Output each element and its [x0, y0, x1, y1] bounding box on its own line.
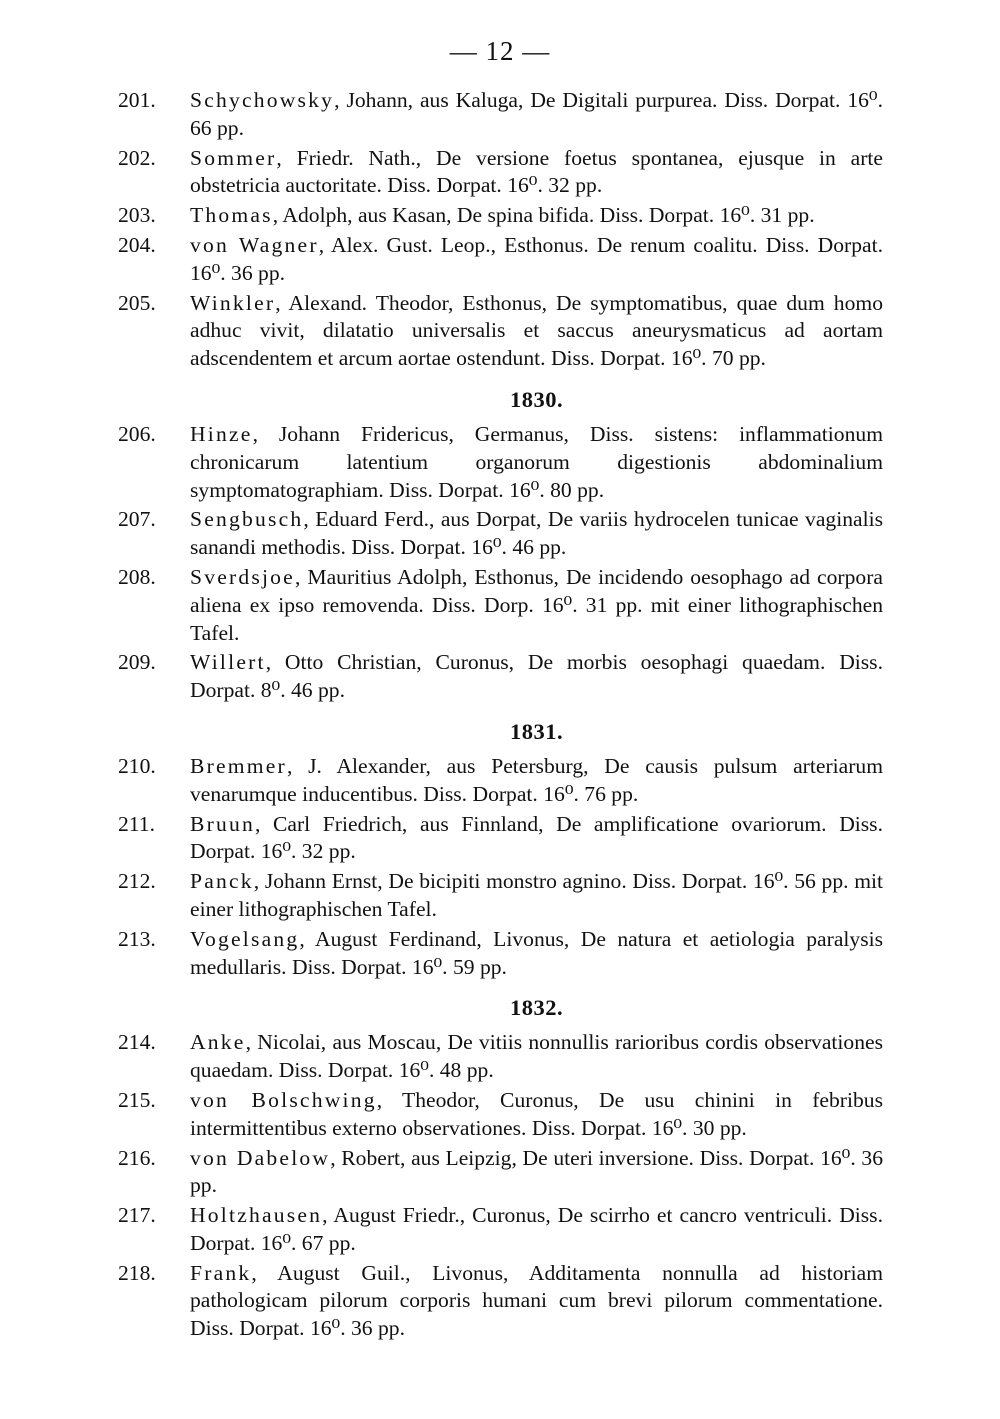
list-item [118, 811, 883, 867]
entry-text: , Otto Christian, Curonus, De morbis oesophagi quaedam. Diss. Dorpat. 8⁰. 46 pp. [190, 650, 883, 703]
list-item [118, 753, 883, 809]
author-name: von Wagner [190, 232, 319, 257]
list-item [118, 1087, 883, 1143]
entry-text: , Eduard Ferd., aus Dorpat, De variis hydrocelen tunicae vaginalis sanandi methodis. Diss. Dorpat. 16⁰. 46 pp. [190, 507, 883, 560]
entry-text: , Adolph, aus Kasan, De spina bifida. Diss. Dorpat. 16⁰. 31 pp. [272, 203, 815, 228]
entry-text: , Theodor, Curonus, De usu chinini in febribus intermittentibus externo observationes. Diss. Dorpat. 16⁰. 30 pp. [190, 1087, 883, 1140]
author-name: Panck [190, 869, 254, 894]
list-item [118, 1202, 883, 1258]
list-item [118, 202, 883, 230]
author-name: Sengbusch [190, 507, 304, 532]
entry-number: 209. [118, 650, 156, 675]
entry-text: , Johann Ernst, De bicipiti monstro agnino. Diss. Dorpat. 16⁰. 56 pp. mit einer lithographischen Tafel. [190, 869, 883, 921]
entry-number: 212. [118, 869, 156, 894]
entry-number: 206. [118, 421, 156, 446]
entries-list [118, 87, 883, 1345]
entry-text: , Johann Fridericus, Germanus, Diss. sistens: inflammationum chronicarum latentium organorum digestionis abdominalium symptomatographiam. Diss. Dorpat. 16⁰. 80 pp. [190, 421, 883, 502]
list-item [118, 1145, 883, 1201]
list-item [118, 232, 883, 288]
author-name: Vogelsang [190, 926, 300, 951]
entry-number: 218. [118, 1260, 156, 1285]
entry-number: 214. [118, 1030, 156, 1055]
list-item [118, 1029, 883, 1085]
entry-number: 213. [118, 926, 156, 951]
list-item [118, 926, 883, 982]
entry-number: 210. [118, 753, 156, 778]
author-name: Willert [190, 650, 266, 675]
author-name: Thomas [190, 203, 273, 228]
entry-number: 207. [118, 507, 156, 532]
list-item [118, 649, 883, 705]
entry-number: 216. [118, 1145, 156, 1170]
page-number: — 12 — [449, 36, 551, 66]
entry-text: , Carl Friedrich, aus Finnland, De amplificatione ovariorum. Diss. Dorpat. 16⁰. 32 pp. [190, 811, 883, 864]
entry-number: 211. [118, 811, 155, 836]
entry-text: , August Friedr., Curonus, De scirrho et cancro ventriculi. Diss. Dorpat. 16⁰. 67 pp. [190, 1203, 883, 1255]
list-item [118, 290, 883, 373]
entry-number: 204. [118, 232, 156, 257]
year-heading: 1830. [509, 386, 564, 412]
entry-number: 201. [118, 88, 156, 112]
entry-text: , August Ferdinand, Livonus, De natura et aetiologia paralysis medullaris. Diss. Dorpat. 16⁰. 59 pp. [190, 926, 883, 979]
list-item [118, 868, 883, 924]
author-name: Winkler [190, 290, 276, 315]
entry-text: , Robert, aus Leipzig, De uteri inversione. Diss. Dorpat. 16⁰. 36 pp. [190, 1145, 883, 1198]
author-name: von Bolschwing [190, 1087, 377, 1112]
author-name: Holtzhausen [190, 1203, 323, 1228]
list-item [118, 564, 883, 647]
list-item [118, 506, 883, 562]
entry-text: , Nicolai, aus Moscau, De vitiis nonnullis rarioribus cordis observationes quaedam. Diss. Dorpat. 16⁰. 48 pp. [190, 1030, 883, 1083]
author-name: Frank [190, 1260, 252, 1285]
entry-text: , Alexand. Theodor, Esthonus, De symptomatibus, quae dum homo adhuc vivit, dilatatio universalis et saccus aneurysmaticus ad aortam adscendentem et arcum aortae ostendunt. Diss. Dorpat. 16⁰. 70 pp. [190, 290, 883, 371]
author-name: Schychowsky [190, 88, 335, 112]
author-name: Anke [190, 1030, 246, 1055]
list-item [118, 421, 883, 504]
list-item [118, 87, 883, 143]
year-heading: 1831. [509, 718, 564, 744]
author-name: Bruun [190, 811, 255, 836]
author-name: von Dabelow [190, 1145, 331, 1170]
entry-number: 208. [118, 564, 156, 589]
year-heading: 1832. [509, 995, 564, 1021]
entry-text: , J. Alexander, aus Petersburg, De causis pulsum arteriarum venarumque inducentibus. Diss. Dorpat. 16⁰. 76 pp. [190, 753, 883, 806]
entry-text: , Johann, aus Kaluga, De Digitali purpurea. Diss. Dorpat. 16⁰. 66 pp. [190, 88, 883, 140]
entry-number: 205. [118, 290, 156, 315]
entry-text: , Friedr. Nath., De versione foetus spontanea, ejusque in arte obstetricia auctoritate. Diss. Dorpat. 16⁰. 32 pp. [190, 145, 883, 198]
entry-text: , August Guil., Livonus, Additamenta nonnulla ad historiam pathologicam pilorum corporis humani cum brevi pilorum commentatione. Diss. Dorpat. 16⁰. 36 pp. [190, 1260, 883, 1341]
author-name: Sommer [190, 145, 277, 170]
entry-number: 217. [118, 1203, 156, 1228]
author-name: Sverdsjoe [190, 564, 295, 589]
entry-number: 203. [118, 203, 156, 228]
list-item [118, 145, 883, 201]
list-item [118, 1260, 883, 1343]
entry-number: 202. [118, 145, 156, 170]
entry-text: , Alex. Gust. Leop., Esthonus. De renum coalitu. Diss. Dorpat. 16⁰. 36 pp. [190, 232, 883, 285]
author-name: Hinze [190, 421, 253, 446]
entry-text: , Mauritius Adolph, Esthonus, De incidendo oesophago ad corpora aliena ex ipso removenda. Diss. Dorp. 16⁰. 31 pp. mit einer lithographischen Tafel. [190, 564, 883, 645]
author-name: Bremmer [190, 753, 287, 778]
entry-number: 215. [118, 1087, 156, 1112]
